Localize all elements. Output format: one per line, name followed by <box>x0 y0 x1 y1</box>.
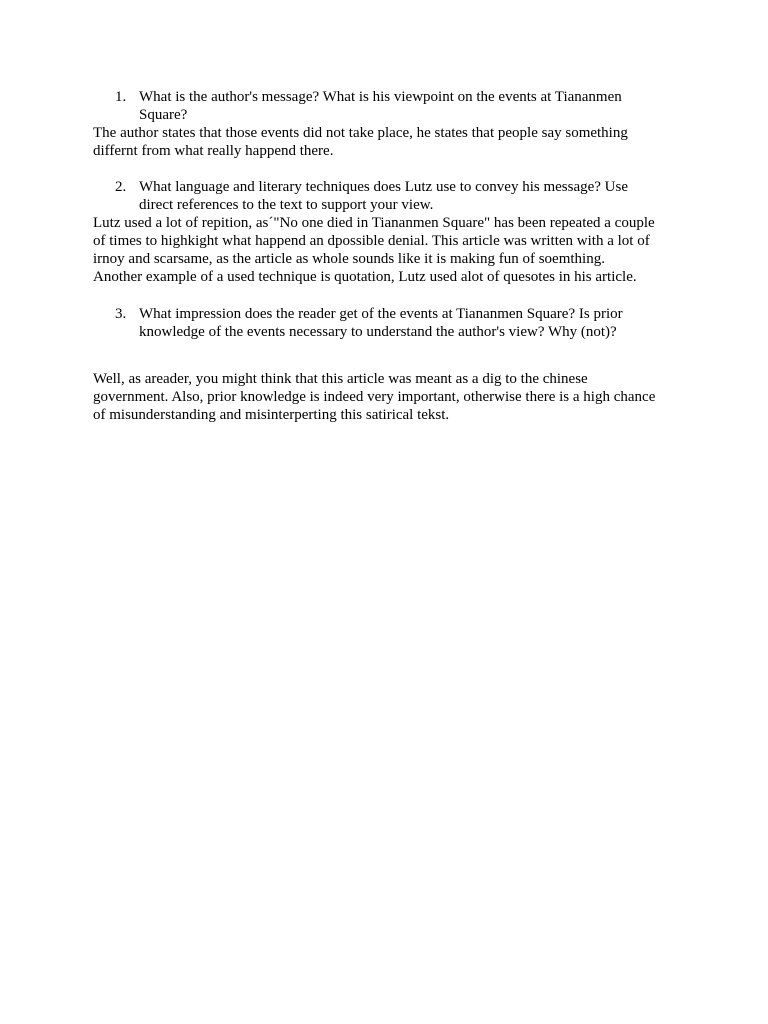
answer-3 <box>93 370 658 424</box>
answer-line: government. Also, prior knowledge is indeed very important, otherwise there is a high chance <box>93 389 656 405</box>
answer-line: Another example of a used technique is quotation, Lutz used alot of quesotes in his article. <box>93 269 637 285</box>
question-line: What is the author's message? What is his viewpoint on the events at Tiananmen <box>139 89 622 105</box>
question-text <box>139 88 659 124</box>
question-2 <box>93 178 673 214</box>
question-line: knowledge of the events necessary to understand the author's view? Why (not)? <box>139 324 617 340</box>
question-number: 2. <box>115 179 127 195</box>
question-1 <box>93 88 673 124</box>
answer-line: irnoy and scarsame, as the article as whole sounds like it is making fun of soemthing. <box>93 251 605 267</box>
question-text <box>139 178 659 214</box>
question-line: Square? <box>139 107 188 123</box>
answer-line: Lutz used a lot of repition, as´"No one died in Tiananmen Square" has been repeated a couple <box>93 215 655 231</box>
question-3 <box>93 305 673 341</box>
answer-2 <box>93 214 658 286</box>
answer-line: Well, as areader, you might think that this article was meant as a dig to the chinese <box>93 371 588 387</box>
question-line: direct references to the text to support your view. <box>139 197 434 213</box>
answer-line: The author states that those events did not take place, he states that people say something <box>93 125 628 141</box>
answer-line: of misunderstanding and misinterperting this satirical tekst. <box>93 407 450 423</box>
answer-line: differnt from what really happend there. <box>93 143 334 159</box>
question-number: 1. <box>115 89 127 105</box>
question-line: What language and literary techniques does Lutz use to convey his message? Use <box>139 179 629 195</box>
answer-1 <box>93 124 658 160</box>
answer-line: of times to highkight what happend an dpossible denial. This article was written with a lot of <box>93 233 650 249</box>
question-line: What impression does the reader get of the events at Tiananmen Square? Is prior <box>139 306 623 322</box>
question-number: 3. <box>115 306 127 322</box>
question-text <box>139 305 659 341</box>
